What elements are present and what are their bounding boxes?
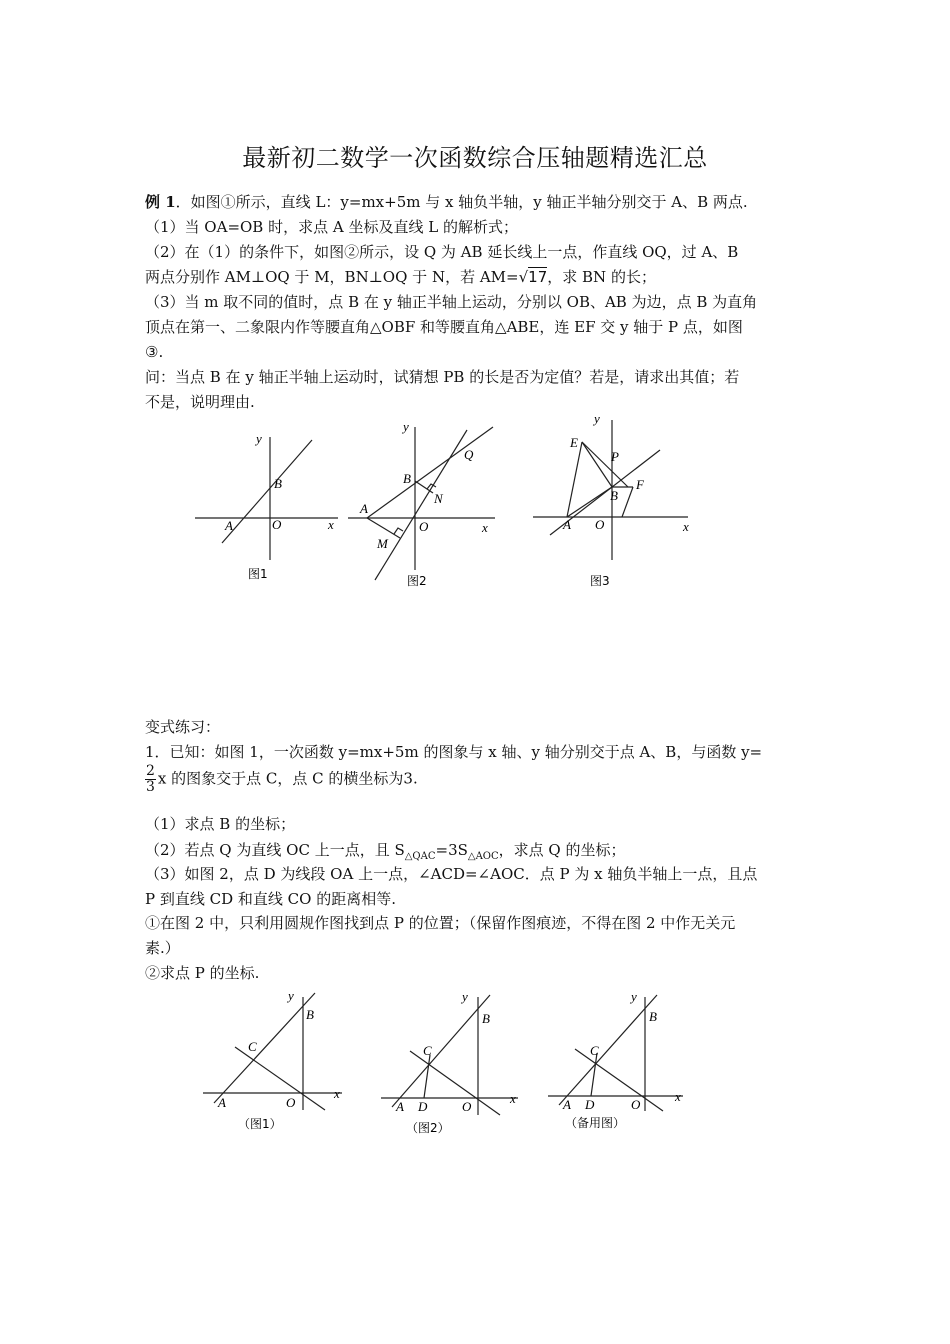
segment-EF xyxy=(582,442,628,487)
point-B-label: B xyxy=(649,1009,657,1024)
variant-sub1-line2: 素.） xyxy=(145,939,180,957)
line-AB xyxy=(392,995,490,1107)
segment-AM xyxy=(367,518,400,538)
point-B-label: B xyxy=(610,488,618,503)
segment-BN xyxy=(415,481,433,493)
example-label: 例 1 xyxy=(145,193,176,211)
origin-label: O xyxy=(272,517,282,532)
line-AB xyxy=(214,993,315,1103)
segment-BA xyxy=(567,487,612,517)
point-A-label: A xyxy=(225,518,233,533)
example1-line6: 顶点在第一、二象限内作等腰直角△OBF 和等腰直角△ABE，连 EF 交 y 轴于 P 点，如图 xyxy=(145,318,743,336)
variant-figure-1 xyxy=(200,985,360,1135)
segment-CD xyxy=(591,1053,597,1096)
example1-line3: （2）在（1）的条件下，如图②所示，设 Q 为 AB 延长线上一点，作直线 OQ，过 A、B xyxy=(145,243,739,261)
point-C-label: C xyxy=(590,1043,599,1058)
variant-part3-line1: （3）如图 2，点 D 为线段 OA 上一点，∠ACD=∠AOC．点 P 为 x 轴负半轴上一点，且点 xyxy=(145,865,758,883)
x-label: x xyxy=(683,519,689,534)
fraction-numerator: 2 xyxy=(146,763,155,779)
point-C-label: C xyxy=(423,1043,432,1058)
variant-figure-2 xyxy=(378,985,538,1140)
figure-caption: （图2） xyxy=(406,1121,450,1135)
segment-FO xyxy=(622,487,633,517)
point-M-label: M xyxy=(377,536,388,551)
point-P-label: P xyxy=(611,449,619,464)
point-B-label: B xyxy=(482,1011,490,1026)
fraction-two-thirds xyxy=(145,764,156,795)
variant-q1-line1: 1．已知：如图 1，一次函数 y=mx+5m 的图象与 x 轴、y 轴分别交于点 A、B，与函数 y= xyxy=(145,743,763,761)
variant-part2-b: =3S xyxy=(435,841,468,859)
y-label: y xyxy=(462,989,468,1004)
example1-line2: （1）当 OA=OB 时，求点 A 坐标及直线 L 的解析式； xyxy=(145,218,518,236)
point-B-label: B xyxy=(306,1007,314,1022)
example1-line7: ③. xyxy=(145,343,164,361)
variant-part1: （1）求点 B 的坐标； xyxy=(145,815,296,833)
example1-text4b: ，求 BN 的长； xyxy=(547,268,656,286)
sqrt-value: 17 xyxy=(528,268,548,286)
x-label: x xyxy=(328,517,334,532)
page-title: 最新初二数学一次函数综合压轴题精选汇总 xyxy=(242,144,708,172)
figure-caption: 图3 xyxy=(590,574,610,588)
example1-line4 xyxy=(145,267,656,287)
figure-caption: （备用图） xyxy=(565,1116,626,1130)
point-A-label: A xyxy=(218,1095,226,1110)
variant-part2-c: ，求点 Q 的坐标； xyxy=(498,841,626,859)
variant-sub1-line1: ①在图 2 中，只利用圆规作图找到点 P 的位置；（保留作图痕迹，不得在图 2 中作无关元 xyxy=(145,914,736,932)
example1-figure-2 xyxy=(345,415,505,590)
x-label: x xyxy=(510,1091,516,1106)
example1-line5: （3）当 m 取不同的值时，点 B 在 y 轴正半轴上运动，分别以 OB、AB 为边，点 B 为直角 xyxy=(145,293,758,311)
point-D-label: D xyxy=(585,1097,595,1112)
line-L xyxy=(222,440,312,543)
example1-line1 xyxy=(145,192,748,212)
fraction-denominator: 3 xyxy=(146,779,155,795)
example1-line8: 问：当点 B 在 y 轴正半轴上运动时，试猜想 PB 的长是否为定值？若是，请求出其值；若 xyxy=(145,368,740,386)
point-C-label: C xyxy=(248,1039,257,1054)
variant-part2-sub2: △AOC xyxy=(467,851,499,862)
sqrt-expression: √17 xyxy=(518,268,548,286)
x-label: x xyxy=(334,1086,340,1101)
variant-q1-text: x 的图象交于点 C，点 C 的横坐标为 xyxy=(157,769,404,788)
variant-q1-end: 3. xyxy=(403,769,418,788)
y-label: y xyxy=(288,988,294,1003)
origin-label: O xyxy=(419,519,429,534)
variant-sub2: ②求点 P 的坐标. xyxy=(145,964,260,982)
y-label: y xyxy=(631,989,637,1004)
line-OQ xyxy=(375,430,467,580)
point-B-label: B xyxy=(274,476,282,491)
example1-text1: ．如图①所示，直线 L：y=mx+5m 与 x 轴负半轴，y 轴正半轴分别交于 A、B 两点. xyxy=(175,193,748,211)
right-angle-M xyxy=(394,528,403,534)
variant-figure-3 xyxy=(545,985,705,1135)
point-B-label: B xyxy=(403,471,411,486)
point-Q-label: Q xyxy=(464,447,474,462)
origin-label: O xyxy=(462,1099,472,1114)
y-label: y xyxy=(403,419,409,434)
segment-EB xyxy=(582,442,612,487)
variant-q1-line2 xyxy=(145,764,418,795)
line-OC xyxy=(235,1047,325,1110)
segment-AE xyxy=(567,442,582,517)
y-label: y xyxy=(256,431,262,446)
origin-label: O xyxy=(286,1095,296,1110)
variant-part2-sub1: △QAC xyxy=(404,851,436,862)
variant-part2-a: （2）若点 Q 为直线 OC 上一点，且 S xyxy=(145,841,405,859)
example1-figure-3 xyxy=(530,405,700,590)
figure-caption: （图1） xyxy=(238,1117,282,1131)
x-label: x xyxy=(482,520,488,535)
example1-figure-1 xyxy=(190,425,350,585)
line-AB xyxy=(559,995,657,1105)
point-E-label: E xyxy=(570,435,578,450)
point-A-label: A xyxy=(360,501,368,516)
point-A-label: A xyxy=(396,1099,404,1114)
origin-label: O xyxy=(595,517,605,532)
point-D-label: D xyxy=(418,1099,428,1114)
variant-heading: 变式练习： xyxy=(145,718,221,736)
point-A-label: A xyxy=(563,1097,571,1112)
figure-caption: 图1 xyxy=(248,567,268,581)
origin-label: O xyxy=(631,1097,641,1112)
point-N-label: N xyxy=(434,491,443,506)
example1-text4a: 两点分别作 AM⊥OQ 于 M，BN⊥OQ 于 N，若 AM= xyxy=(145,268,519,286)
point-A-label: A xyxy=(563,517,571,532)
line-L xyxy=(367,427,493,518)
variant-part2 xyxy=(145,840,626,867)
point-F-label: F xyxy=(636,477,644,492)
figure-caption: 图2 xyxy=(407,574,427,588)
example1-line9: 不是，说明理由. xyxy=(145,393,255,411)
x-label: x xyxy=(675,1089,681,1104)
variant-part3-line2: P 到直线 CD 和直线 CO 的距离相等. xyxy=(145,890,396,908)
y-label: y xyxy=(594,411,600,426)
